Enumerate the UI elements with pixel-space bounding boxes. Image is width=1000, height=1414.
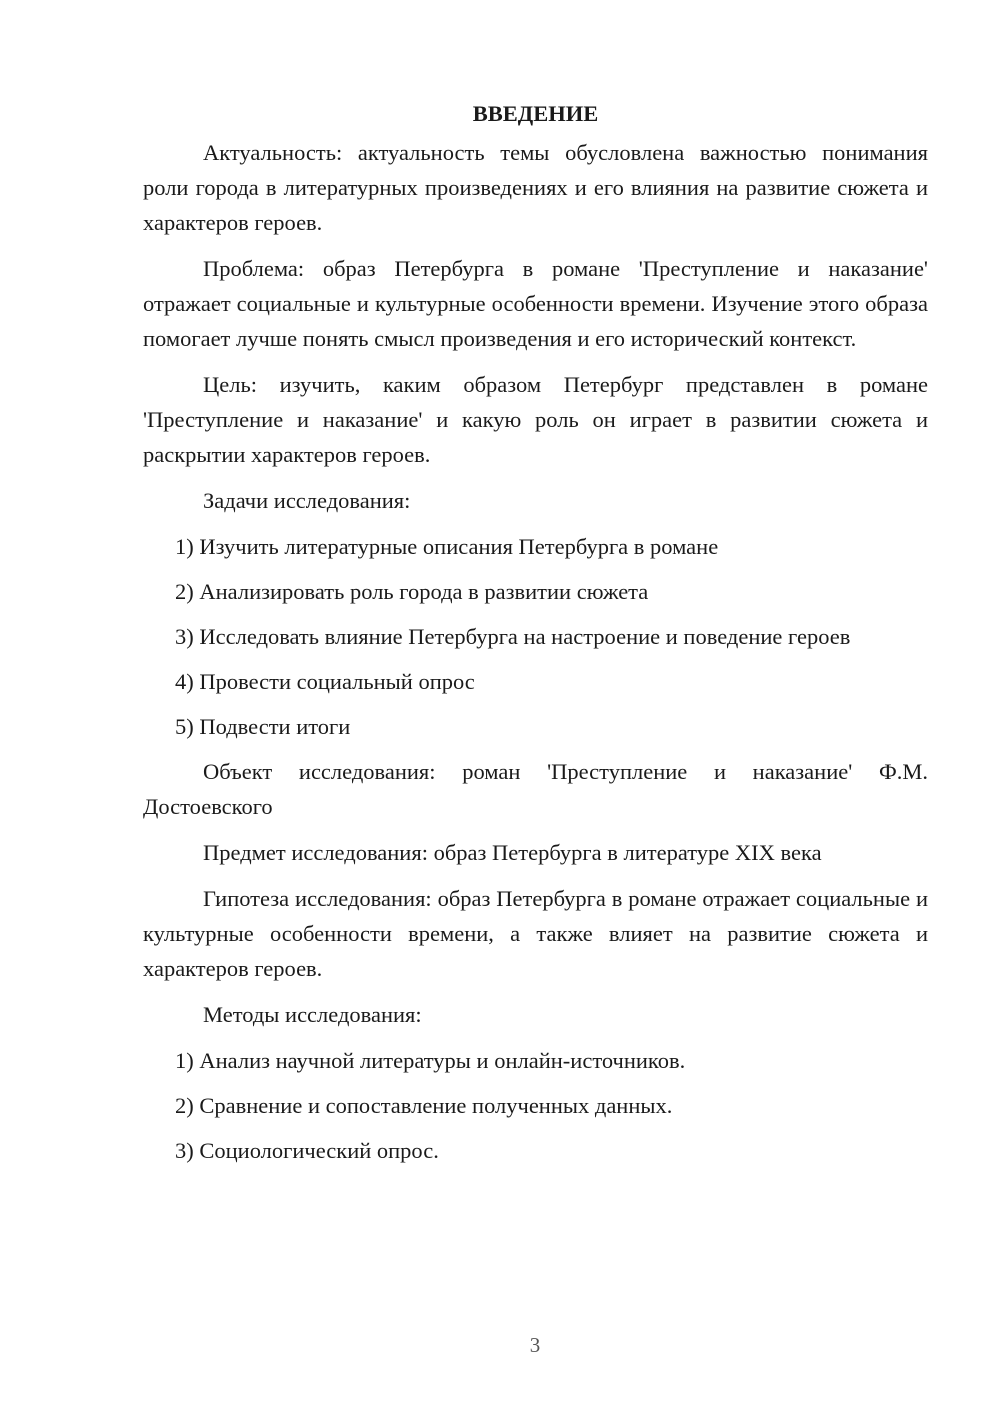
task-item: 1) Изучить литературные описания Петербурга в романе	[175, 534, 719, 559]
page-content	[143, 96, 928, 1178]
goal-paragraph: Цель: изучить, каким образом Петербург представлен в романе 'Преступление и наказание' и какую роль он играет в развитии сюжета и раскрытии характеров героев.	[143, 372, 928, 467]
object-paragraph: Объект исследования: роман 'Преступление и наказание' Ф.М. Достоевского	[143, 759, 928, 819]
task-item: 3) Исследовать влияние Петербурга на настроение и поведение героев	[175, 624, 851, 649]
methods-list	[143, 1043, 928, 1168]
task-item: 4) Провести социальный опрос	[175, 669, 475, 694]
method-item: 1) Анализ научной литературы и онлайн-источников.	[175, 1048, 686, 1073]
hypothesis-paragraph: Гипотеза исследования: образ Петербурга в романе отражает социальные и культурные особенности времени, а также влияет на развитие сюжета и характеров героев.	[143, 886, 928, 981]
problem-paragraph: Проблема: образ Петербурга в романе 'Преступление и наказание' отражает социальные и культурные особенности времени. Изучение этого образа помогает лучше понять смысл произведения и его исторический контекст.	[143, 256, 928, 351]
methods-title: Методы исследования:	[203, 1002, 422, 1027]
method-item: 2) Сравнение и сопоставление полученных данных.	[175, 1093, 673, 1118]
relevance-paragraph: Актуальность: актуальность темы обусловлена важностью понимания роли города в литературных произведениях и его влияния на развитие сюжета и характеров героев.	[143, 140, 928, 235]
task-item: 5) Подвести итоги	[175, 714, 351, 739]
method-item: 3) Социологический опрос.	[175, 1138, 439, 1163]
task-item: 2) Анализировать роль города в развитии сюжета	[175, 579, 649, 604]
tasks-title: Задачи исследования:	[203, 488, 411, 513]
page-number: 3	[529, 1333, 541, 1357]
subject-paragraph: Предмет исследования: образ Петербурга в литературе XIX века	[203, 840, 822, 865]
section-heading: ВВЕДЕНИЕ	[472, 101, 599, 126]
tasks-list	[143, 529, 928, 744]
